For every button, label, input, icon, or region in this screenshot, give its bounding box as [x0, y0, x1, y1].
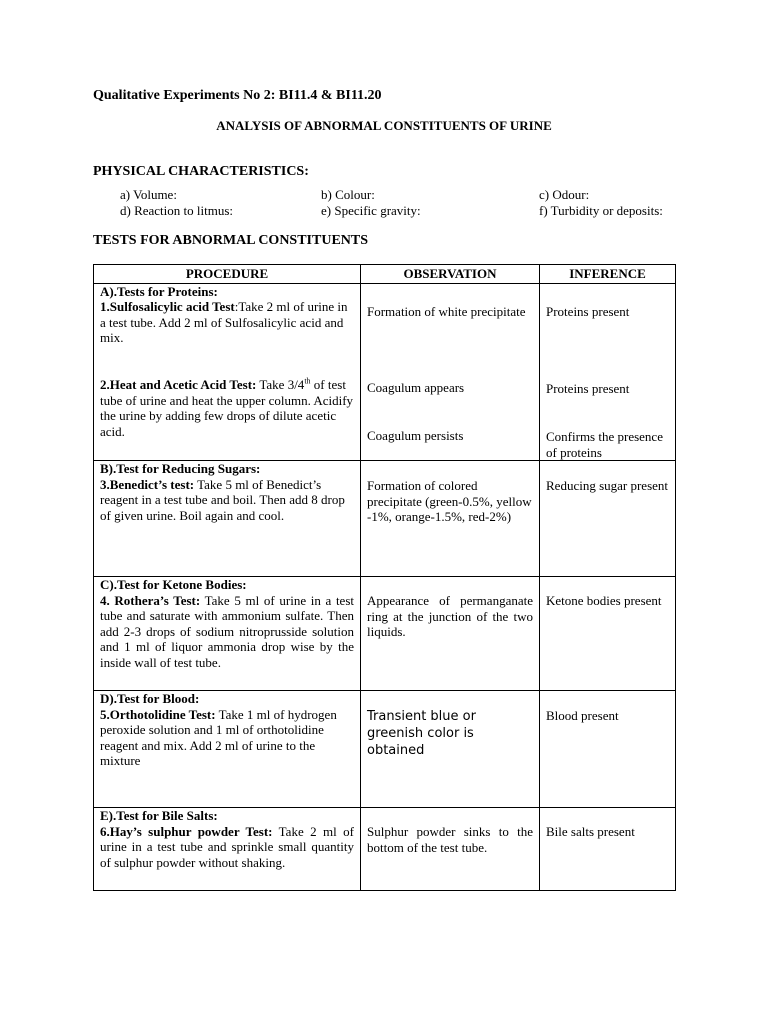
test3-inference: Reducing sugar present: [546, 478, 669, 493]
proteins-section-title: A).Tests for Proteins:: [100, 283, 218, 299]
header-observation: OBSERVATION: [361, 265, 540, 284]
sugars-procedure: [94, 461, 361, 577]
proteins-test1: [100, 299, 354, 361]
table-row-sugars: [94, 461, 676, 577]
test2-name: 2.Heat and Acetic Acid Test:: [100, 377, 257, 392]
sugars-observation: [361, 461, 540, 577]
test2-inference-2: Confirms the presence of proteins: [546, 429, 663, 460]
test2-text-b: of test tube of urine and heat the upper column. Acidify the urine by adding few drops of dilute acetic acid.: [100, 377, 354, 439]
proteins-observation: [361, 283, 540, 461]
test3-observation: Formation of colored precipitate (green-0.5%, yellow -1%, orange-1.5%, red-2%): [367, 478, 532, 524]
header-inference: INFERENCE: [540, 265, 676, 284]
ketone-inference: [540, 577, 676, 691]
test1-observation: Formation of white precipitate: [367, 303, 526, 319]
bile-procedure: [94, 808, 361, 891]
table-row-ketone: [94, 577, 676, 691]
physical-item-turbidity: f) Turbidity or deposits:: [539, 203, 663, 218]
bile-test: [100, 824, 354, 871]
experiment-title: Qualitative Experiments No 2: BI11.4 & BI11.20: [93, 88, 382, 103]
physical-item-colour: b) Colour:: [321, 187, 375, 202]
test1-name: 1.Sulfosalicylic acid Test: [100, 299, 235, 314]
test4-name: 4. Rothera’s Test:: [100, 592, 201, 608]
blood-test: [100, 707, 354, 769]
page-title: ANALYSIS OF ABNORMAL CONSTITUENTS OF URINE: [216, 118, 552, 133]
test5-inference: Blood present: [546, 708, 619, 723]
blood-observation: [361, 691, 540, 808]
physical-item-gravity: e) Specific gravity:: [321, 203, 421, 218]
physical-item-volume: a) Volume:: [120, 187, 177, 202]
table-row-proteins: [94, 283, 676, 461]
physical-heading: PHYSICAL CHARACTERISTICS:: [93, 164, 309, 179]
test3-name: 3.Benedict’s test:: [100, 476, 195, 492]
test6-inference: Bile salts present: [546, 824, 635, 839]
test4-inference: Ketone bodies present: [546, 593, 662, 608]
table-row-blood: [94, 691, 676, 808]
test1-inference: Proteins present: [546, 303, 630, 319]
test2-inference-1: Proteins present: [546, 380, 630, 396]
sugars-section-title: B).Test for Reducing Sugars:: [100, 461, 261, 476]
bile-inference: [540, 808, 676, 891]
ketone-test: [100, 593, 354, 671]
bile-section-title: E).Test for Bile Salts:: [100, 808, 218, 823]
test2-observation-1: Coagulum appears: [367, 379, 465, 395]
ketone-procedure: [94, 577, 361, 691]
test5-observation: Transient blue or greenish color is obtained: [367, 709, 476, 758]
tests-heading: TESTS FOR ABNORMAL CONSTITUENTS: [93, 233, 369, 248]
blood-inference: [540, 691, 676, 808]
test4-observation: Appearance of permanganate ring at the junction of the two liquids.: [367, 593, 533, 639]
table-row-bile: [94, 808, 676, 891]
blood-procedure: [94, 691, 361, 808]
test5-text: Take 1 ml of hydrogen peroxide solution and 1 ml of orthotolidine reagent and mix. Add 2 ml of urine to the mixture: [100, 706, 337, 768]
proteins-procedure: [94, 283, 361, 461]
table-header-row: [94, 265, 676, 284]
proteins-inference: [540, 283, 676, 461]
tests-table: [93, 264, 676, 891]
proteins-test2: [100, 377, 354, 439]
bile-observation: [361, 808, 540, 891]
test2-text-a: Take 3/4: [256, 377, 305, 392]
header-procedure: PROCEDURE: [94, 265, 361, 284]
test4-text: Take 5 ml of urine in a test tube and saturate with ammonium sulfate. Then add 2-3 drops of sodium nitroprusside solution and 1 ml of liquor ammonia drop wise by the inside wall of test tube.: [100, 592, 355, 670]
sugars-test: [100, 477, 354, 524]
test6-text: Take 2 ml of urine in a test tube and sprinkle small quantity of sulphur powder without shaking.: [100, 823, 354, 870]
test6-name: 6.Hay’s sulphur powder Test:: [100, 823, 273, 839]
blood-section-title: D).Test for Blood:: [100, 691, 200, 706]
physical-item-litmus: d) Reaction to litmus:: [120, 203, 234, 218]
test6-observation: Sulphur powder sinks to the bottom of the test tube.: [367, 824, 533, 855]
test1-text: :Take 2 ml of urine in a test tube. Add 2 ml of Sulfosalicylic acid and mix.: [100, 299, 348, 345]
test3-text: Take 5 ml of Benedict’s reagent in a test tube and boil. Then add 8 drop of given urine. Boil again and cool.: [100, 476, 345, 523]
test2-observation-2: Coagulum persists: [367, 428, 464, 443]
sugars-inference: [540, 461, 676, 577]
test5-name: 5.Orthotolidine Test:: [100, 706, 216, 722]
test2-sup: th: [304, 376, 311, 386]
ketone-observation: [361, 577, 540, 691]
ketone-section-title: C).Test for Ketone Bodies:: [100, 577, 247, 592]
physical-item-odour: c) Odour:: [539, 187, 590, 202]
